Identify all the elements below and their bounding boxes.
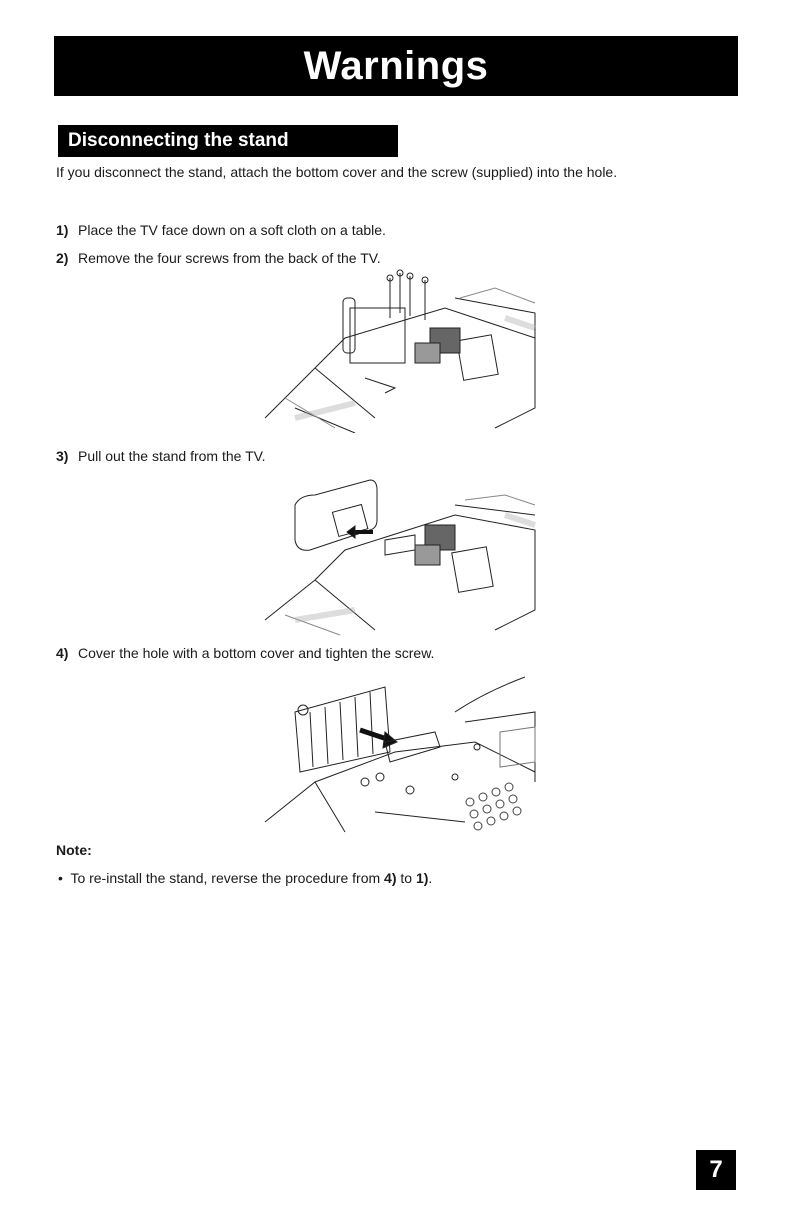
note-text-end: . [428,870,433,886]
step-text: Remove the four screws from the back of the TV. [78,250,381,266]
page-title: Warnings [54,36,738,96]
note-word-to: to [400,870,413,886]
step-4 [56,645,434,661]
note-step-from: 4) [384,870,397,886]
pull-out-stand-illustration [255,470,540,638]
note-text-before: To re-install the stand, reverse the procedure from [70,870,381,886]
note-step-to: 1) [415,870,429,886]
step-number: 4) [56,645,69,661]
step-3 [56,448,266,464]
note-heading: Note: [56,842,92,858]
note-bullet: • [58,870,63,886]
step-text: Cover the hole with a bottom cover and tighten the screw. [78,645,435,661]
intro-text: If you disconnect the stand, attach the bottom cover and the screw (supplied) into the hole. [56,164,618,180]
step-2 [56,250,381,266]
cover-hole-illustration [255,672,540,834]
note-text [58,870,432,886]
step-text: Place the TV face down on a soft cloth on a table. [78,222,386,238]
step-number: 1) [56,222,69,238]
section-heading: Disconnecting the stand [58,125,398,157]
remove-screws-illustration [255,268,540,433]
page-number: 7 [696,1150,736,1190]
step-number: 3) [56,448,69,464]
step-1 [56,222,386,238]
step-number: 2) [56,250,69,266]
step-text: Pull out the stand from the TV. [78,448,266,464]
